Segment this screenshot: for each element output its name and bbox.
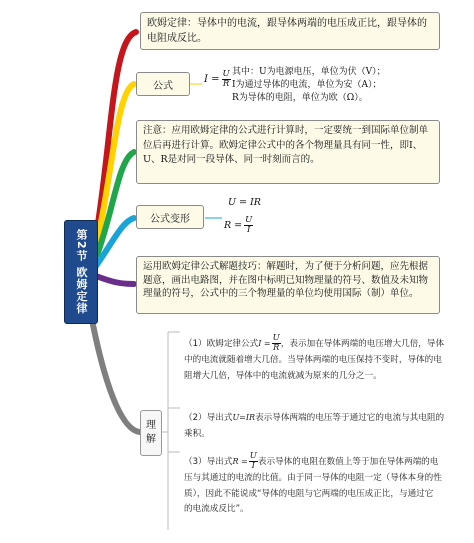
transform-eq2-numerator: U	[245, 215, 253, 225]
understanding-p3-numerator: U	[249, 451, 257, 461]
formula-numerator: U	[222, 69, 230, 79]
understanding-p1-numerator: U	[272, 333, 280, 343]
understanding-p2-pre: （2）导出式	[184, 413, 233, 423]
understanding-p2-post: 表示导体两端的电压等于通过它的电流与其电阻的	[255, 413, 445, 423]
transform-eq2-lhs: R =	[224, 219, 243, 231]
understanding-label-char: 解	[146, 434, 156, 445]
understanding-p3-line1	[184, 452, 446, 471]
understanding-p1-fraction	[272, 334, 281, 353]
branch-gray	[92, 320, 140, 432]
understanding-p3-eq	[232, 452, 257, 471]
understanding-p2	[184, 410, 446, 442]
formula-main	[204, 70, 231, 89]
transform-eq2-fraction	[244, 216, 253, 235]
understanding-p1-line1	[184, 334, 446, 353]
formula-denominator: R	[222, 79, 230, 89]
formula-description	[232, 66, 386, 105]
branch-purple	[96, 276, 134, 284]
transform-formulas	[224, 196, 261, 235]
formula-desc-line: R为导体的电阻，单位为欧（Ω）。	[232, 93, 368, 103]
definition-box: 欧姆定律：导体中的电流，跟导体两端的电压成正比，跟导体的电阻成反比。	[140, 12, 440, 50]
understanding-p1-eq	[258, 334, 281, 353]
understanding-p1	[184, 334, 446, 384]
understanding-p3-denominator: I	[251, 461, 255, 471]
formula-desc-line: I为通过导体的电流，单位为安（A）；	[232, 80, 382, 90]
transform-label: 公式变形	[136, 205, 204, 229]
understanding-p1-denominator: R	[273, 343, 280, 353]
note-box: 注意：应用欧姆定律的公式进行计算时，一定要统一到国际单位制单位后再进行计算。欧姆定律公式中的各个物理量具有同一性，即I、U、R是对同一段导体、同一时刻而言的。	[136, 120, 440, 184]
transform-eq1: U = IR	[228, 197, 261, 208]
understanding-label-char: 理	[146, 420, 156, 431]
understanding-p2-eq: U=IR	[232, 413, 256, 422]
understanding-p2-line1	[184, 410, 446, 427]
understanding-p3-post: 表示导体的电阻在数值上等于加在导体两端的电	[257, 457, 439, 467]
understanding-p1-line2: 中的电流就随着增大几倍。当导体两端的电压保持不变时，导体的电	[184, 355, 442, 365]
transform-eq2-denominator: I	[247, 225, 251, 235]
tips-box: 运用欧姆定律公式解题技巧：解题时，为了便于分析问题，应先根据题意，画出电路图，并在图中标明已知物理量的符号、数值及未知物理量的符号，公式中的三个物理量的单位均使用国际（制）单位。	[136, 256, 440, 314]
understanding-p3-fraction	[249, 452, 258, 471]
root-node: 第2节 欧姆定律	[64, 220, 98, 324]
formula-lhs: I =	[204, 74, 220, 85]
understanding-p3-line4: 的电流成反比”。	[184, 504, 249, 514]
transform-eq2	[224, 216, 261, 235]
understanding-bracket	[168, 332, 180, 530]
formula-label: 公式	[136, 72, 190, 96]
understanding-p2-line2: 乘积。	[184, 428, 210, 439]
understanding-label	[140, 410, 162, 456]
understanding-p1-pre: （1）欧姆定律公式	[184, 339, 259, 349]
understanding-p3-line2: 压与其通过的电流的比值。由于同一导体的电阻一定（导体本身的性	[184, 473, 442, 483]
understanding-p3-eq-lhs: R =	[232, 456, 248, 466]
understanding-p1-line3: 阻增大几倍，导体中的电流就减为原来的几分之一。	[184, 370, 382, 381]
formula-fraction	[222, 70, 231, 89]
understanding-p3	[184, 452, 446, 518]
understanding-p1-post: ，表示加在导体两端的电压增大几倍，导体	[280, 339, 445, 349]
understanding-p3-line3: 质），因此不能说成“导体的电阻与它两端的电压成正比，与通过它	[184, 488, 434, 499]
formula-desc-line: 其中：U为电源电压，单位为伏（V）；	[232, 67, 386, 77]
understanding-p1-eq-lhs: I =	[258, 338, 271, 348]
understanding-p3-pre: （3）导出式	[184, 457, 233, 467]
